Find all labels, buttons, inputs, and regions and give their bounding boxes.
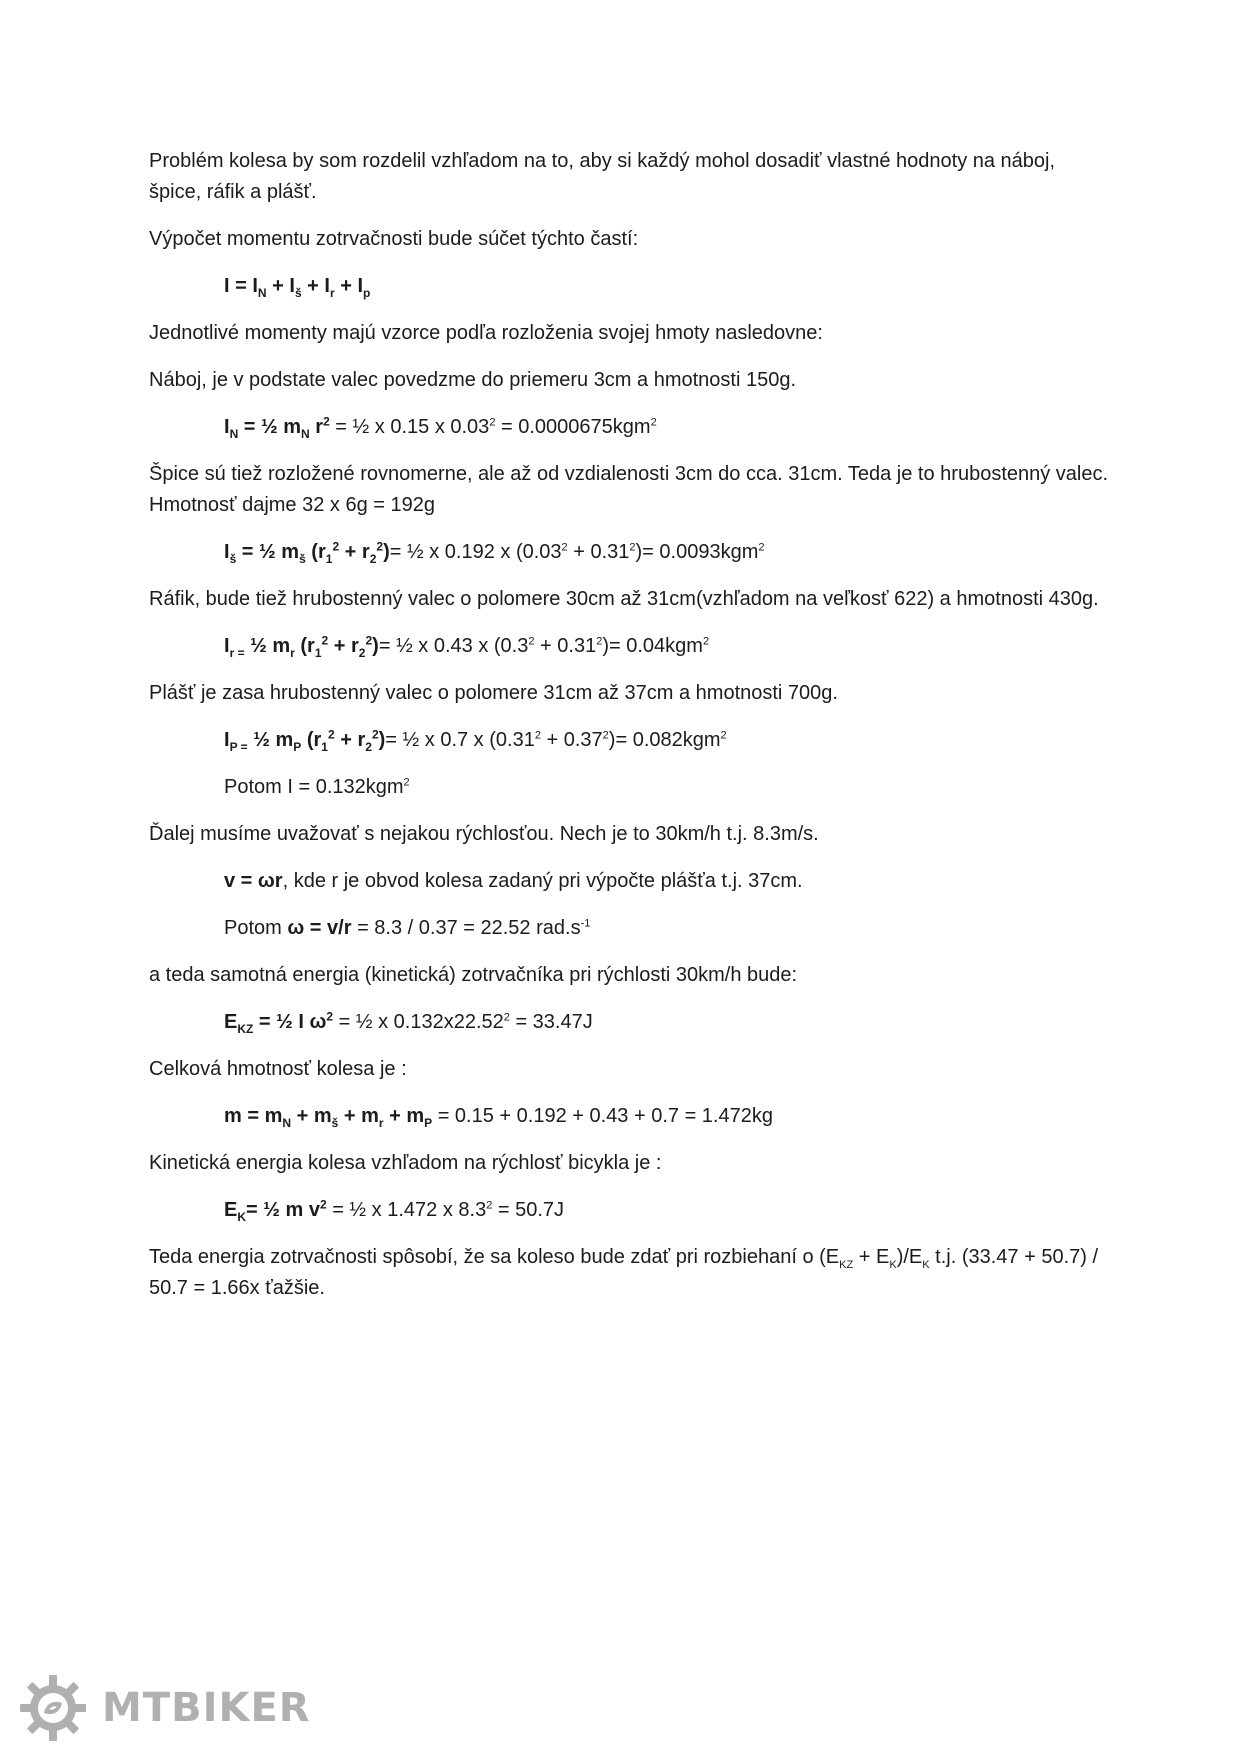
- paragraph-kinetic-intro: Kinetická energia kolesa vzhľadom na rýchlosť bicykla je :: [149, 1152, 662, 1174]
- brand-name: MTBIKER: [102, 1685, 311, 1731]
- paragraph-tire: Plášť je zasa hrubostenný valec o polomere 31cm až 37cm a hmotnosti 700g.: [149, 682, 838, 704]
- formula-rim: $I_{r =}$ ½ $m_r$ $(r_1^2 + r_2^2)=$ ½ x 0.43 x $(0.3^2 + 0.31^2)= 0.04kgm^2$: [224, 633, 710, 660]
- formula-total-mass: $m = m_N + m_š + m_r + m_P = 0.15 + 0.192 + 0.43 + 0.7 = 1.472kg$: [224, 1105, 773, 1130]
- paragraph-spokes: Špice sú tiež rozložené rovnomerne, ale až od vzdialenosti 3cm do cca. 31cm. Teda je to hrubostenný valec. Hmotnosť dajme 32 x 6g = 192g: [149, 463, 1109, 516]
- formula-spokes: $I_š$ = ½ $m_š$ $(r_1^2 + r_2^2)=$ ½ x 0.192 x $(0.03^2 + 0.31^2)= 0.0093kgm^2$: [224, 539, 765, 566]
- paragraph-velocity: Ďalej musíme uvažovať s nejakou rýchlosťou. Nech je to 30km/h t.j. 8.3m/s.: [149, 823, 819, 845]
- formula-tire: $I_{P =}$ ½ $m_P$ $(r_1^2 + r_2^2)=$ ½ x 0.7 x $(0.31^2 + 0.37^2)= 0.082kgm^2$: [224, 727, 727, 754]
- document-body: [149, 146, 1109, 1320]
- paragraph-conclusion: Teda energia zotrvačnosti spôsobí, že sa koleso bude zdať pri rozbiehaní o $(E_{KZ} + E_K)/E_K$ t.j. (33.47 + 50.7) / 50.7 = 1.66x ťažšie.: [149, 1246, 1099, 1299]
- paragraph-total-mass: Celková hmotnosť kolesa je :: [149, 1058, 407, 1080]
- paragraph-hub: Náboj, je v podstate valec povedzme do priemeru 3cm a hmotnosti 150g.: [149, 369, 797, 391]
- gear-icon: [18, 1673, 88, 1743]
- paragraph-intro: Problém kolesa by som rozdelil vzhľadom na to, aby si každý mohol dosadiť vlastné hodnoty na náboj, špice, ráfik a plášť.: [149, 150, 1056, 203]
- paragraph-moments-intro: Jednotlivé momenty majú vzorce podľa rozloženia svojej hmoty nasledovne:: [149, 322, 823, 344]
- formula-total-moment: $I = I_N + I_š + I_r + I_p$: [224, 275, 371, 300]
- paragraph-rim: Ráfik, bude tiež hrubostenný valec o polomere 30cm až 31cm(vzhľadom na veľkosť 622) a hmotnosti 430g.: [149, 588, 1099, 610]
- formula-omega: Potom ω = v/r = 8.3 / 0.37 = 22.52 $rad.s^{-1}$: [224, 917, 591, 939]
- mtbiker-watermark: [18, 1673, 318, 1743]
- formula-velocity: v = ωr, kde r je obvod kolesa zadaný pri výpočte plášťa t.j. 37cm.: [224, 870, 803, 892]
- paragraph-moment-sum: Výpočet momentu zotrvačnosti bude súčet týchto častí:: [149, 228, 639, 250]
- formula-rotational-energy: $E_{KZ}$ = ½ I $\omega^2$ = ½ x $0.132x22.52^2 = 33.47J$: [224, 1009, 593, 1036]
- formula-hub: $I_N$ = ½ $m_N$ $r^2$ = ½ x 0.15 x $0.03^2 = 0.0000675kgm^2$: [224, 414, 657, 441]
- formula-total-result: Potom I = 0.132kgm$^2$: [224, 776, 410, 798]
- paragraph-energy-intro: a teda samotná energia (kinetická) zotrvačníka pri rýchlosti 30km/h bude:: [149, 964, 798, 986]
- formula-kinetic-energy: $E_K=$ ½ m $v^2$ = ½ x 1.472 x $8.3^2 = 50.7J$: [224, 1197, 565, 1224]
